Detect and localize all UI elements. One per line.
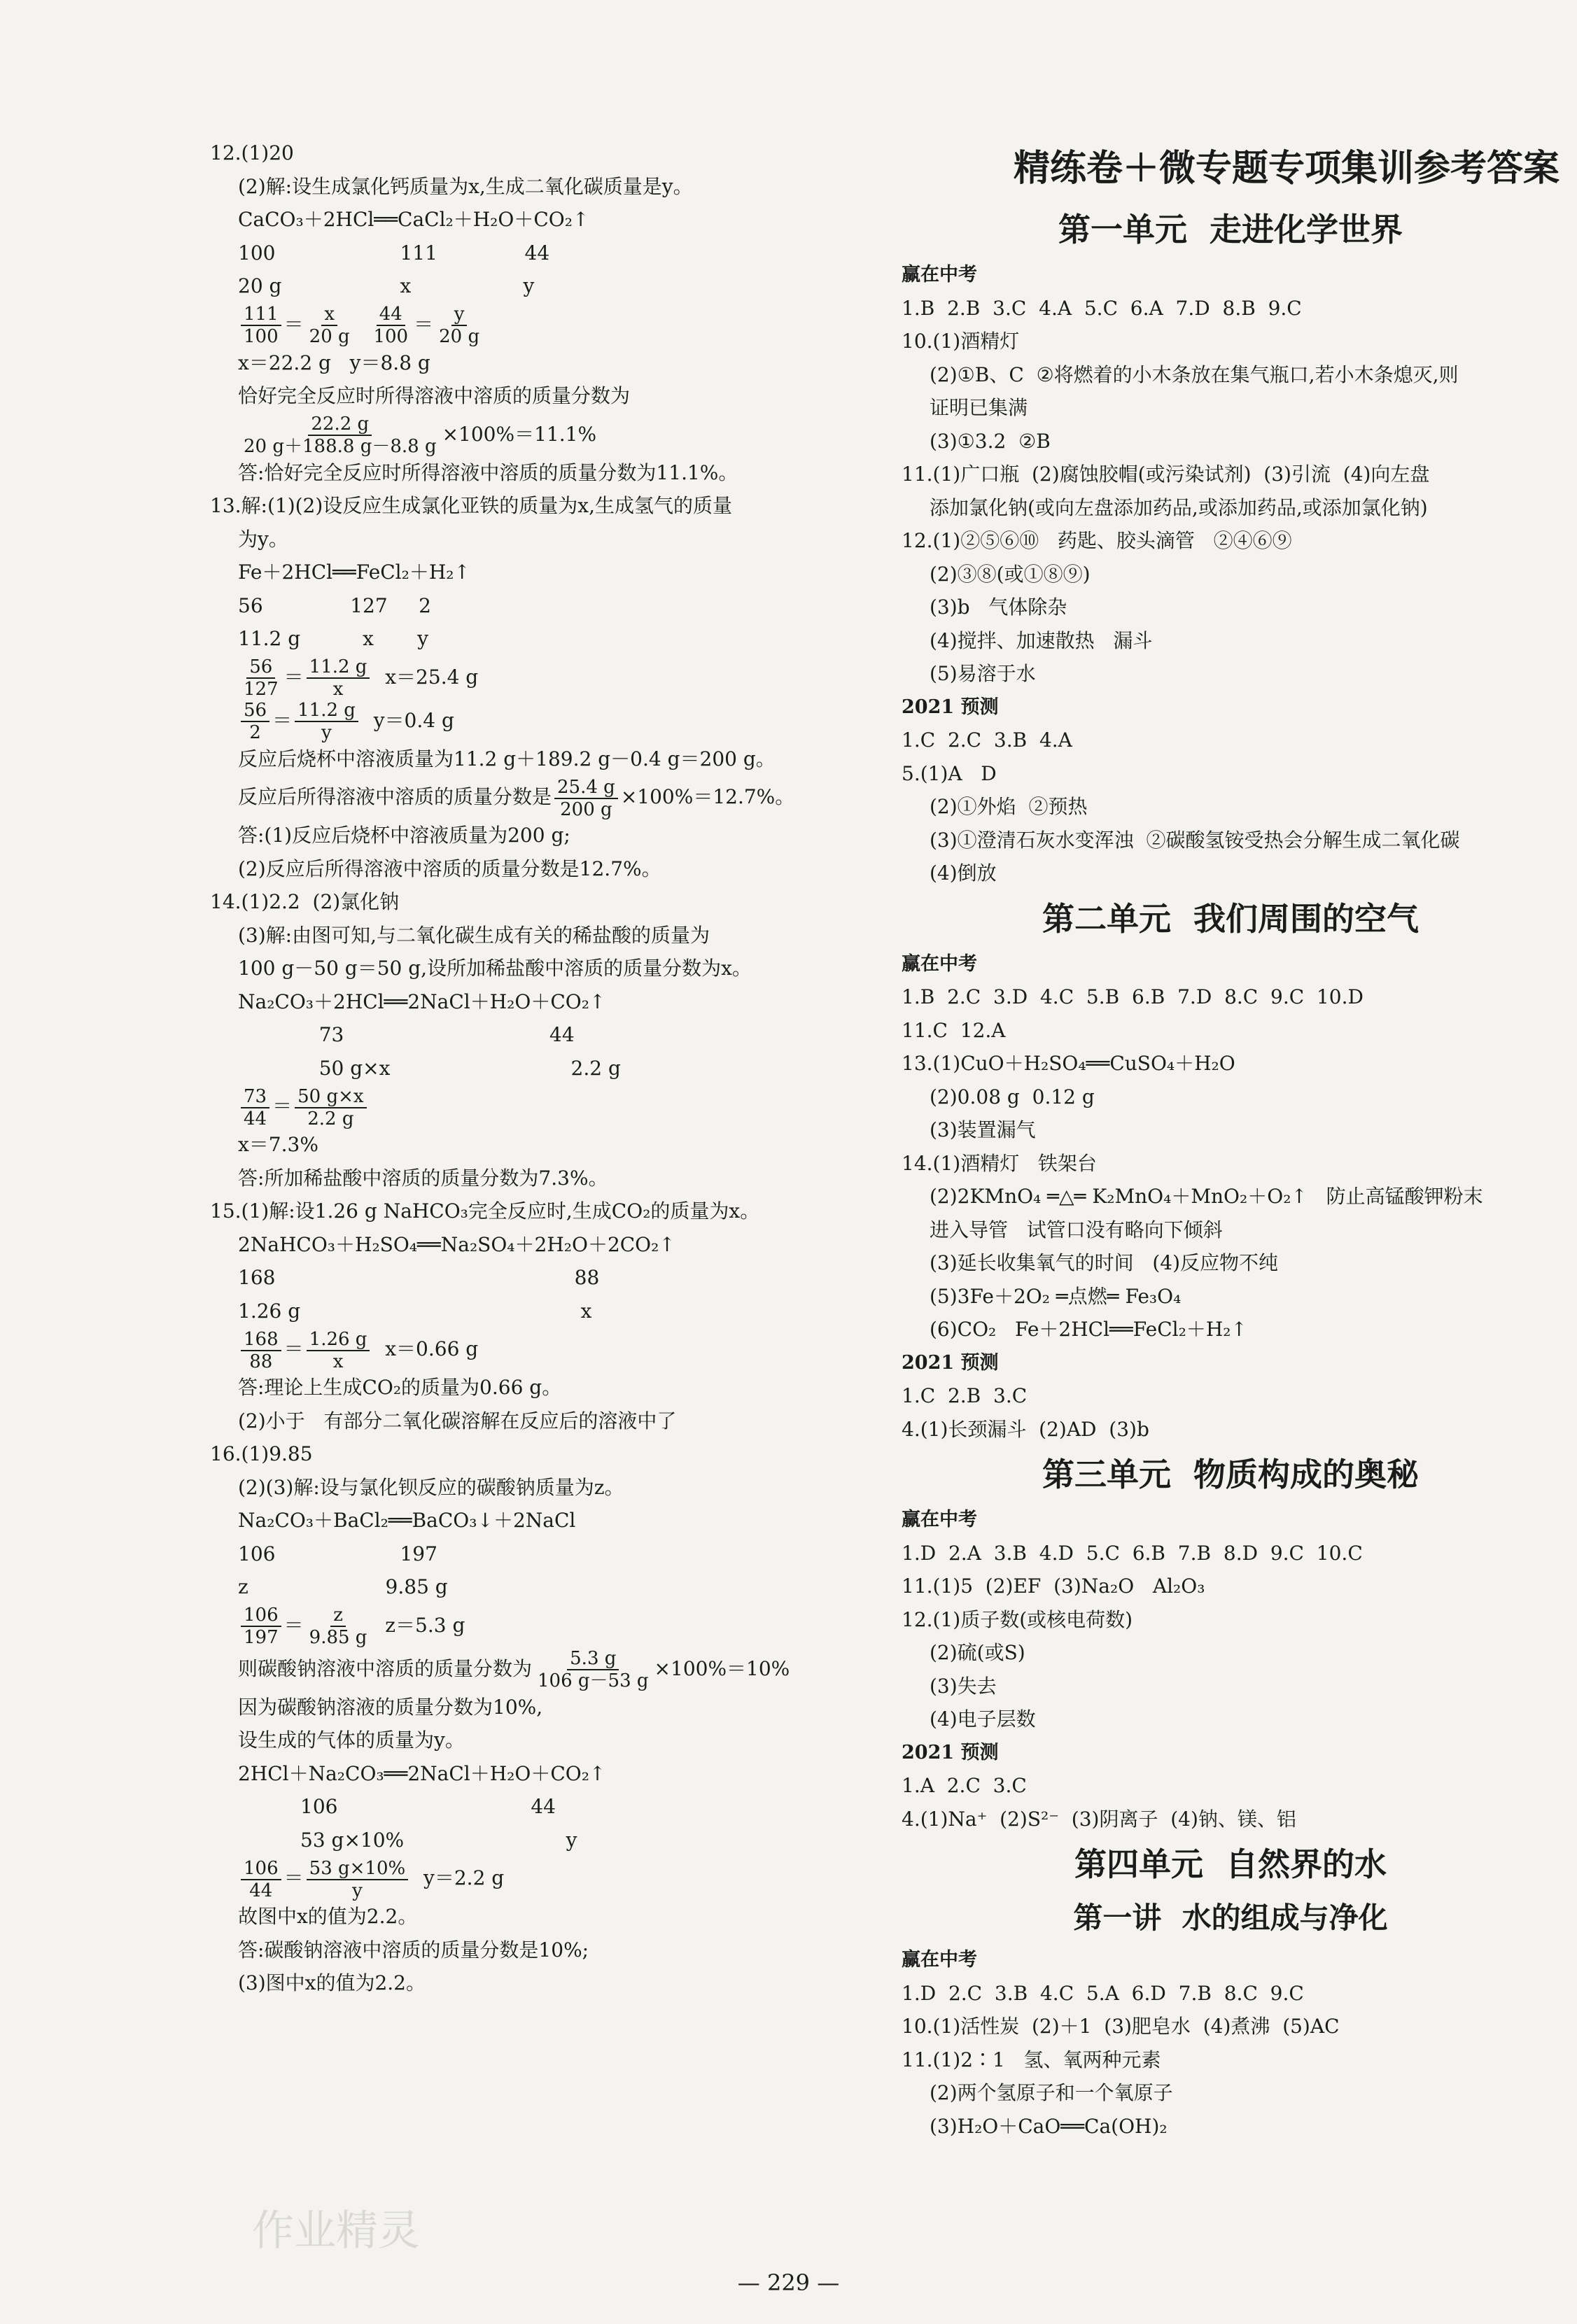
- answer-line: 11.(1)广口瓶 (2)腐蚀胶帽(或污染试剂) (3)引流 (4)向左盘: [902, 463, 1430, 486]
- answer-line: 50 g×x 2.2 g: [238, 1056, 621, 1080]
- subsection-heading: 2021 预测: [902, 696, 999, 718]
- formula-text: ＝: [283, 1613, 304, 1637]
- answer-line: 1.C 2.B 3.C: [902, 1384, 1028, 1407]
- answer-line: (3)①澄清石灰水变浑浊 ②碳酸氢铵受热会分解生成二氧化碳: [930, 828, 1460, 852]
- answer-line: 11.2 g x y: [238, 627, 429, 650]
- answer-line: 13.解:(1)(2)设反应生成氯化亚铁的质量为x,生成氢气的质量: [210, 494, 732, 517]
- answer-line: (2)①B、C ②将燃着的小木条放在集气瓶口,若小木条熄灭,则: [930, 362, 1459, 386]
- answer-line: 16.(1)9.85: [210, 1442, 313, 1465]
- answer-line: (2)③⑧(或①⑧⑨): [930, 562, 1091, 586]
- section-heading: 第三单元 物质构成的奥秘: [1042, 1456, 1420, 1493]
- answer-line: 10.(1)活性炭 (2)＋1 (3)肥皂水 (4)煮沸 (5)AC: [902, 2015, 1340, 2038]
- answer-line: CaCO₃＋2HCl══CaCl₂＋H₂O＋CO₂↑: [238, 208, 589, 231]
- formula-line: [210, 1604, 854, 1647]
- denominator: 88: [249, 1351, 273, 1372]
- fraction: [535, 1648, 652, 1691]
- numerator: z: [330, 1605, 346, 1627]
- formula-line: [210, 656, 854, 699]
- numerator: 5.3 g: [567, 1648, 619, 1670]
- answer-line: 2NaHCO₃＋H₂SO₄══Na₂SO₄＋2H₂O＋2CO₂↑: [238, 1232, 675, 1256]
- section-heading: 第四单元 自然界的水: [1074, 1845, 1387, 1883]
- answer-line: 4.(1)Na⁺ (2)S²⁻ (3)阴离子 (4)钠、镁、铝: [902, 1807, 1296, 1831]
- denominator: y: [321, 722, 332, 743]
- answer-line: 答:(1)反应后烧杯中溶液质量为200 g;: [238, 824, 570, 847]
- numerator: 111: [241, 304, 281, 326]
- answer-line: 1.D 2.C 3.B 4.C 5.A 6.D 7.B 8.C 9.C: [902, 1981, 1304, 2005]
- fraction: [307, 1329, 370, 1372]
- answer-line: (2)两个氢原子和一个氧原子: [930, 2081, 1173, 2104]
- answer-line: x＝22.2 g y＝8.8 g: [238, 351, 430, 374]
- answer-line: (2)小于 有部分二氧化碳溶解在反应后的溶液中了: [238, 1409, 677, 1432]
- denominator: 44: [244, 1108, 267, 1129]
- formula-line: [210, 303, 854, 346]
- answer-line: 证明已集满: [930, 396, 1028, 419]
- formula-text: ×100%＝12.7%。: [620, 785, 795, 808]
- formula-text: [356, 313, 368, 336]
- subsection-heading: 2021 预测: [902, 1351, 999, 1374]
- answer-line: Na₂CO₃＋2HCl══2NaCl＋H₂O＋CO₂↑: [238, 990, 606, 1013]
- answer-line: 106 44: [238, 1795, 556, 1818]
- subsection-heading: 赢在中考: [902, 1949, 977, 1971]
- answer-line: 1.26 g x: [238, 1299, 592, 1323]
- answer-line: 12.(1)20: [210, 141, 294, 164]
- formula-line: [210, 1085, 854, 1128]
- numerator: 44: [377, 304, 405, 326]
- formula-text: ＝: [283, 665, 304, 689]
- subsection-heading: 2021 预测: [902, 1741, 999, 1763]
- formula-text: x＝0.66 g: [372, 1337, 479, 1360]
- answer-line: 106 197: [238, 1542, 437, 1565]
- answer-line: (2)反应后所得溶液中溶质的质量分数是12.7%。: [238, 857, 661, 880]
- answer-line: 1.D 2.A 3.B 4.D 5.C 6.B 7.B 8.D 9.C 10.C: [902, 1541, 1363, 1565]
- denominator: 100: [373, 326, 409, 347]
- formula-line: [210, 699, 854, 742]
- left-column: [210, 136, 854, 2000]
- subsection-heading: 赢在中考: [902, 1509, 977, 1530]
- watermark-text: 作业精灵: [252, 2206, 420, 2255]
- answer-line: 故图中x的值为2.2。: [238, 1905, 418, 1928]
- section-heading: 第二单元 我们周围的空气: [1042, 899, 1420, 938]
- numerator: 73: [241, 1086, 269, 1108]
- denominator: 20 g: [439, 326, 480, 347]
- denominator: 44: [249, 1880, 273, 1901]
- answer-line: 56 127 2: [238, 593, 431, 617]
- numerator: 56: [241, 700, 269, 722]
- numerator: 25.4 g: [554, 777, 618, 799]
- subsection-heading: 赢在中考: [902, 264, 977, 286]
- answer-line: 反应后烧杯中溶液质量为11.2 g＋189.2 g－0.4 g＝200 g。: [238, 747, 776, 770]
- answer-line: (2)①外焰 ②预热: [930, 795, 1088, 818]
- formula-text: ＝: [272, 1094, 293, 1118]
- denominator: 100: [244, 326, 279, 347]
- answer-line: 1.A 2.C 3.C: [902, 1774, 1027, 1797]
- answer-line: 14.(1)酒精灯 铁架台: [902, 1151, 1097, 1175]
- formula-text: ×100%＝10%: [654, 1656, 790, 1680]
- answer-line: (4)倒放: [930, 861, 997, 885]
- answer-line: 100 g－50 g＝50 g,设所加稀盐酸中溶质的质量分数为x。: [238, 957, 752, 980]
- formula-text: ×100%＝11.1%: [442, 422, 597, 446]
- answer-line: 添加氯化钠(或向左盘添加药品,或添加药品,或添加氯化钠): [930, 495, 1428, 519]
- denominator: 20 g＋188.8 g－8.8 g: [244, 436, 437, 457]
- formula-text: ＝: [283, 1337, 304, 1360]
- answer-line: 为y。: [238, 527, 288, 551]
- subsection-heading: 赢在中考: [902, 952, 977, 975]
- formula-text: ＝: [283, 1866, 304, 1889]
- denominator: 20 g: [309, 326, 350, 347]
- fraction: [241, 1605, 281, 1648]
- fraction: [295, 1086, 366, 1129]
- answer-line: Na₂CO₃＋BaCl₂══BaCO₃↓＋2NaCl: [238, 1509, 576, 1532]
- page-number: — 229 —: [737, 2269, 840, 2296]
- fraction: [241, 1086, 269, 1129]
- numerator: 50 g×x: [295, 1086, 366, 1108]
- fraction: [241, 1329, 281, 1372]
- numerator: 11.2 g: [307, 656, 370, 679]
- formula-text: x＝25.4 g: [372, 665, 479, 689]
- fraction: [554, 777, 618, 820]
- answer-line: (3)延长收集氧气的时间 (4)反应物不纯: [930, 1251, 1279, 1274]
- answer-line: 100 111 44: [238, 241, 550, 265]
- formula-line: [210, 775, 854, 819]
- fraction: [241, 304, 281, 347]
- formula-text: 反应后所得溶液中溶质的质量分数是: [238, 785, 552, 808]
- answer-line: 14.(1)2.2 (2)氯化钠: [210, 890, 400, 913]
- answer-line: (3)①3.2 ②B: [930, 429, 1051, 453]
- fraction: [436, 304, 482, 347]
- numerator: 1.26 g: [307, 1329, 370, 1351]
- answer-line: 13.(1)CuO＋H₂SO₄══CuSO₄＋H₂O: [902, 1052, 1235, 1075]
- answer-line: (3)b 气体除杂: [930, 596, 1067, 619]
- numerator: 53 g×10%: [307, 1858, 409, 1880]
- numerator: 56: [246, 656, 275, 679]
- answer-line: 答:碳酸钠溶液中溶质的质量分数是10%;: [238, 1938, 589, 1962]
- answer-line: (2)2KMnO₄ ═△═ K₂MnO₄＋MnO₂＋O₂↑ 防止高锰酸钾粉末: [930, 1185, 1483, 1208]
- formula-text: ＝: [272, 708, 293, 732]
- formula-text: z＝5.3 g: [372, 1613, 465, 1637]
- page-title: 精练卷＋微专题专项集训参考答案: [1013, 148, 1560, 190]
- answer-line: 11.(1)5 (2)EF (3)Na₂O Al₂O₃: [902, 1575, 1205, 1598]
- denominator: 9.85 g: [309, 1627, 367, 1648]
- answer-line: z 9.85 g: [238, 1575, 448, 1598]
- answer-line: (2)硫(或S): [930, 1641, 1025, 1664]
- right-column: [902, 136, 1560, 2143]
- formula-text: ＝: [283, 312, 304, 336]
- answer-line: (3)图中x的值为2.2。: [238, 1971, 426, 1994]
- fraction: [370, 304, 411, 347]
- numerator: 168: [241, 1329, 281, 1351]
- formula-text: ＝: [414, 312, 434, 336]
- answer-line: (2)(3)解:设与氯化钡反应的碳酸钠质量为z。: [238, 1475, 624, 1499]
- answer-line: (2)解:设生成氯化钙质量为x,生成二氧化碳质量是y。: [238, 174, 693, 198]
- answer-line: (3)H₂O＋CaO══Ca(OH)₂: [930, 2114, 1168, 2138]
- denominator: y: [352, 1880, 363, 1901]
- answer-line: 1.B 2.C 3.D 4.C 5.B 6.B 7.D 8.C 9.C 10.D: [902, 985, 1364, 1008]
- answer-line: 答:所加稀盐酸中溶质的质量分数为7.3%。: [238, 1166, 608, 1190]
- fraction: [241, 656, 281, 700]
- denominator: 200 g: [560, 798, 612, 820]
- denominator: 2: [249, 722, 261, 743]
- denominator: 2.2 g: [307, 1108, 354, 1129]
- numerator: 22.2 g: [308, 414, 372, 436]
- answer-line: x＝7.3%: [238, 1133, 318, 1156]
- fraction: [241, 700, 269, 743]
- numerator: 106: [241, 1858, 281, 1880]
- answer-line: 5.(1)A D: [902, 761, 997, 785]
- fraction: [307, 304, 353, 347]
- section-heading: 第一单元 走进化学世界: [1058, 211, 1403, 248]
- answer-line: (4)电子层数: [930, 1707, 1036, 1731]
- answer-line: 20 g x y: [238, 274, 535, 297]
- answer-line: Fe＋2HCl══FeCl₂＋H₂↑: [238, 561, 470, 584]
- fraction: [241, 1858, 281, 1901]
- answer-line: 53 g×10% y: [238, 1828, 577, 1852]
- answer-line: (2)0.08 g 0.12 g: [930, 1085, 1095, 1108]
- answer-line: 12.(1)②⑤⑥⑩ 药匙、胶头滴管 ②④⑥⑨: [902, 529, 1292, 552]
- denominator: 106 g－53 g: [538, 1670, 649, 1691]
- answer-line: 11.C 12.A: [902, 1018, 1006, 1042]
- answer-line: 11.(1)2∶1 氢、氧两种元素: [902, 2048, 1161, 2071]
- formula-text: 则碳酸钠溶液中溶质的质量分数为: [238, 1656, 533, 1680]
- answer-line: (5)3Fe＋2O₂ ═点燃═ Fe₃O₄: [930, 1284, 1182, 1308]
- answer-line: 1.B 2.B 3.C 4.A 5.C 6.A 7.D 8.B 9.C: [902, 296, 1302, 320]
- numerator: 106: [241, 1605, 281, 1627]
- answer-line: 2HCl＋Na₂CO₃══2NaCl＋H₂O＋CO₂↑: [238, 1761, 606, 1785]
- fraction: [307, 656, 370, 700]
- denominator: 127: [244, 679, 279, 700]
- denominator: 197: [244, 1627, 279, 1648]
- answer-line: 168 88: [238, 1266, 600, 1289]
- answer-line: 1.C 2.C 3.B 4.A: [902, 728, 1072, 752]
- answer-line: 因为碳酸钠溶液的质量分数为10%,: [238, 1695, 543, 1719]
- answer-line: (3)装置漏气: [930, 1118, 1036, 1141]
- answer-line: 4.(1)长颈漏斗 (2)AD (3)b: [902, 1417, 1149, 1441]
- answer-line: 答:恰好完全反应时所得溶液中溶质的质量分数为11.1%。: [238, 460, 738, 484]
- answer-line: 答:理论上生成CO₂的质量为0.66 g。: [238, 1376, 562, 1399]
- answer-line: 恰好完全反应时所得溶液中溶质的质量分数为: [238, 384, 631, 407]
- formula-line: [210, 1857, 854, 1900]
- answer-line: 73 44: [238, 1023, 575, 1046]
- numerator: x: [321, 304, 337, 326]
- denominator: x: [332, 1351, 344, 1372]
- answer-line: 12.(1)质子数(或核电荷数): [902, 1607, 1133, 1631]
- numerator: y: [451, 304, 468, 326]
- formula-line: [210, 1328, 854, 1371]
- fraction: [307, 1858, 409, 1901]
- answer-line: 15.(1)解:设1.26 g NaHCO₃完全反应时,生成CO₂的质量为x。: [210, 1199, 760, 1223]
- answer-line: 设生成的气体的质量为y。: [238, 1728, 465, 1752]
- formula-text: y＝0.4 g: [360, 708, 454, 732]
- formula-line: [210, 413, 854, 456]
- answer-line: (6)CO₂ Fe＋2HCl══FeCl₂＋H₂↑: [930, 1318, 1247, 1341]
- formula-line: [210, 1647, 854, 1691]
- answer-line: 10.(1)酒精灯: [902, 330, 1020, 353]
- fraction: [241, 414, 440, 457]
- numerator: 11.2 g: [295, 700, 358, 722]
- fraction: [307, 1605, 370, 1648]
- answer-line: (4)搅拌、加速散热 漏斗: [930, 628, 1153, 652]
- answer-line: (3)失去: [930, 1674, 997, 1698]
- answer-line: (3)解:由图可知,与二氧化碳生成有关的稀盐酸的质量为: [238, 923, 710, 947]
- formula-text: y＝2.2 g: [411, 1866, 505, 1889]
- denominator: x: [332, 679, 344, 700]
- section-heading: 第一讲 水的组成与净化: [1073, 1901, 1388, 1935]
- fraction: [295, 700, 358, 743]
- answer-line: 进入导管 试管口没有略向下倾斜: [930, 1218, 1223, 1241]
- answer-line: (5)易溶于水: [930, 662, 1036, 685]
